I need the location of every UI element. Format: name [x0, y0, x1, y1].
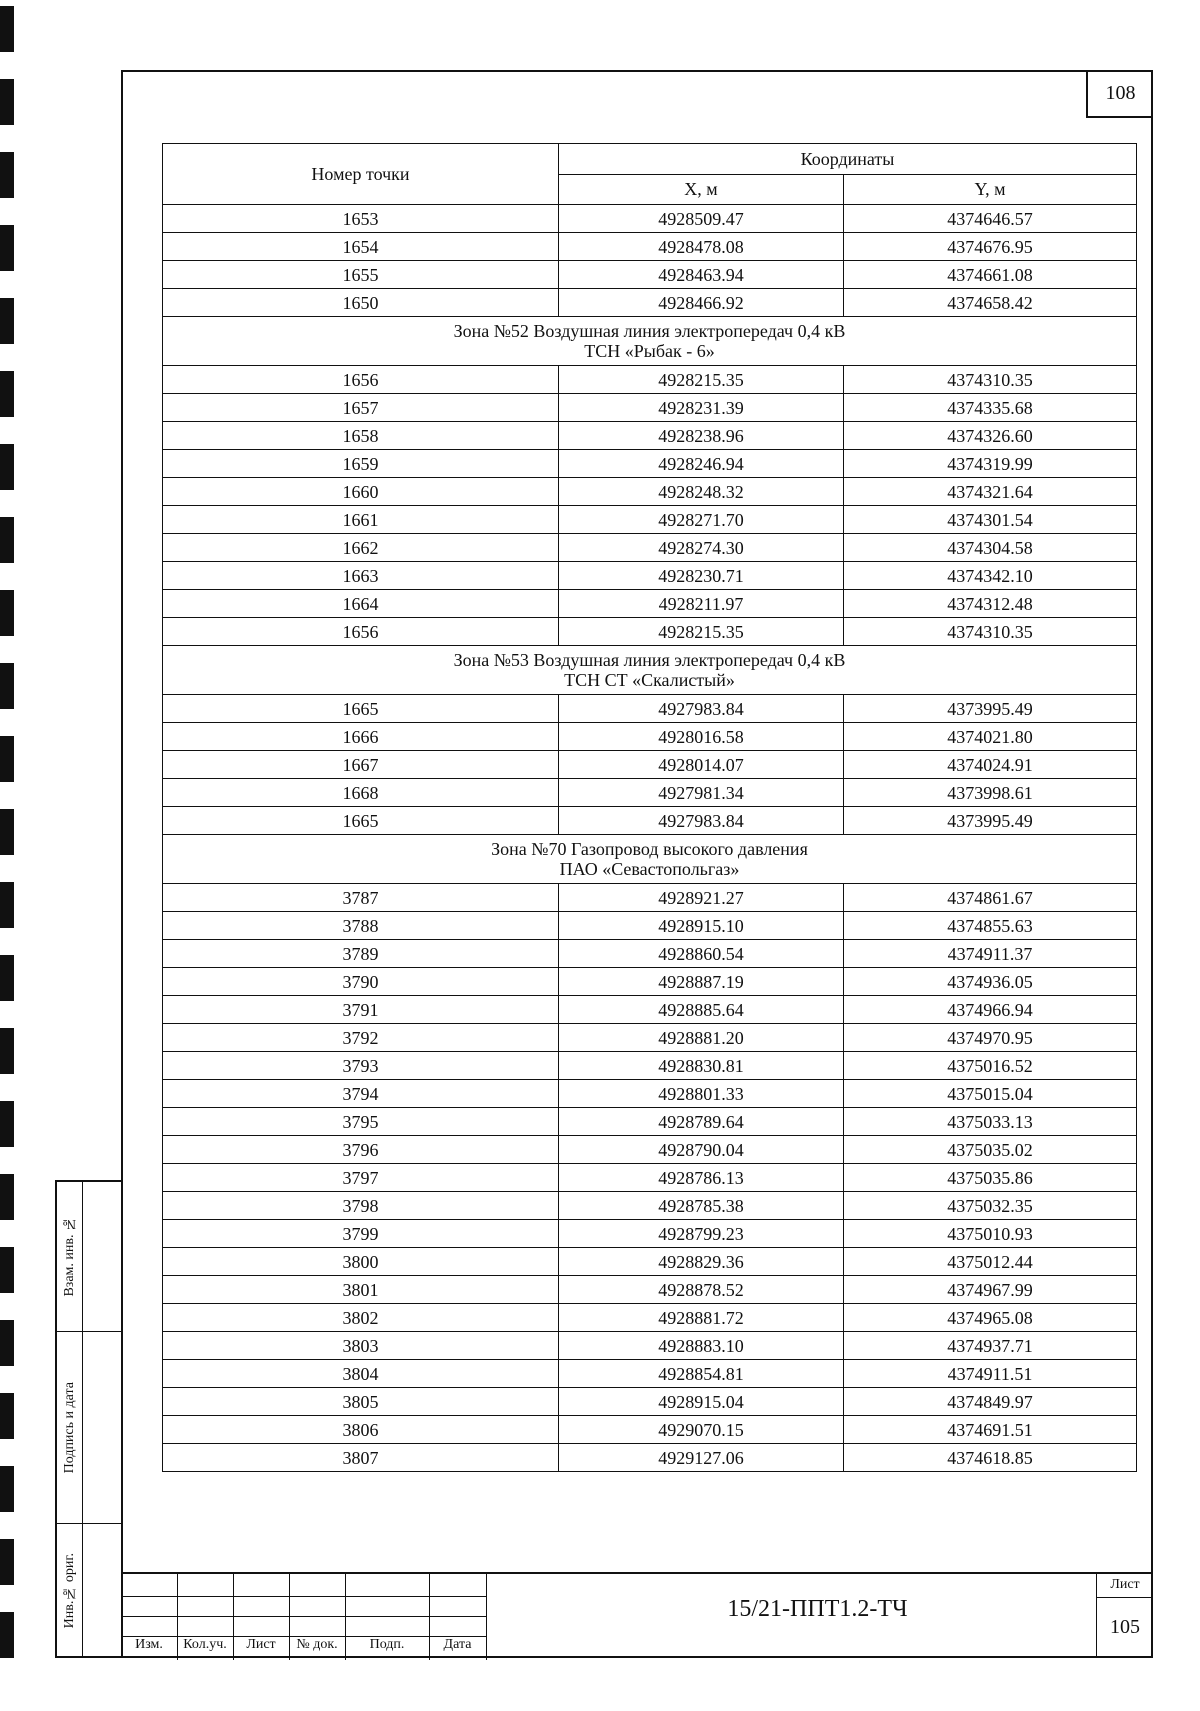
y-coordinate-cell: 4374326.60 [844, 422, 1137, 450]
point-number-cell: 1659 [163, 450, 559, 478]
point-number-cell: 1658 [163, 422, 559, 450]
binding-mark [0, 955, 14, 1001]
point-number-cell: 3803 [163, 1332, 559, 1360]
binding-mark [0, 1247, 14, 1293]
point-number-cell: 1665 [163, 807, 559, 835]
x-coordinate-cell: 4929070.15 [559, 1416, 844, 1444]
x-coordinate-cell: 4928271.70 [559, 506, 844, 534]
binding-mark [0, 1320, 14, 1366]
table-row [163, 562, 1137, 590]
x-coordinate-cell: 4928921.27 [559, 884, 844, 912]
y-coordinate-cell: 4374911.37 [844, 940, 1137, 968]
y-coordinate-cell: 4374967.99 [844, 1276, 1137, 1304]
point-number-cell: 3806 [163, 1416, 559, 1444]
stamp-list: Лист [246, 1637, 276, 1652]
point-number-cell: 3802 [163, 1304, 559, 1332]
table-row [163, 779, 1137, 807]
x-coordinate-cell: 4928789.64 [559, 1108, 844, 1136]
x-coordinate-cell: 4928478.08 [559, 233, 844, 261]
binding-mark [0, 152, 14, 198]
y-coordinate-cell: 4374301.54 [844, 506, 1137, 534]
x-coordinate-cell: 4928785.38 [559, 1192, 844, 1220]
table-row [163, 1444, 1137, 1472]
table-row [163, 1024, 1137, 1052]
binding-mark [0, 1612, 14, 1658]
x-coordinate-cell: 4928790.04 [559, 1136, 844, 1164]
table-row [163, 422, 1137, 450]
table-row [163, 723, 1137, 751]
point-number-cell: 1650 [163, 289, 559, 317]
point-number-cell: 3790 [163, 968, 559, 996]
y-coordinate-cell: 4375010.93 [844, 1220, 1137, 1248]
table-row [163, 618, 1137, 646]
header-point-number: Номер точки [163, 144, 559, 205]
x-coordinate-cell: 4928274.30 [559, 534, 844, 562]
x-coordinate-cell: 4928887.19 [559, 968, 844, 996]
table-body [163, 205, 1137, 1472]
point-number-cell: 3807 [163, 1444, 559, 1472]
side-cell-vzam-inv [57, 1182, 121, 1332]
binding-mark [0, 809, 14, 855]
point-number-cell: 3794 [163, 1080, 559, 1108]
x-coordinate-cell: 4928830.81 [559, 1052, 844, 1080]
zone-header-row [163, 646, 1137, 695]
binding-mark [0, 1101, 14, 1147]
table-row [163, 261, 1137, 289]
page-number-top: 108 [1086, 70, 1153, 118]
y-coordinate-cell: 4374312.48 [844, 590, 1137, 618]
point-number-cell: 3791 [163, 996, 559, 1024]
y-coordinate-cell: 4375033.13 [844, 1108, 1137, 1136]
table-row [163, 1360, 1137, 1388]
point-number-cell: 1656 [163, 366, 559, 394]
table-row [163, 940, 1137, 968]
y-coordinate-cell: 4374321.64 [844, 478, 1137, 506]
x-coordinate-cell: 4928016.58 [559, 723, 844, 751]
x-coordinate-cell: 4928238.96 [559, 422, 844, 450]
table-row [163, 1192, 1137, 1220]
point-number-cell: 3796 [163, 1136, 559, 1164]
point-number-cell: 3792 [163, 1024, 559, 1052]
binding-mark [0, 736, 14, 782]
point-number-cell: 1664 [163, 590, 559, 618]
x-coordinate-cell: 4928860.54 [559, 940, 844, 968]
y-coordinate-cell: 4374304.58 [844, 534, 1137, 562]
point-number-cell: 1653 [163, 205, 559, 233]
table-row [163, 1248, 1137, 1276]
table-row [163, 1416, 1137, 1444]
x-coordinate-cell: 4928231.39 [559, 394, 844, 422]
title-block-grid [121, 1574, 486, 1660]
y-coordinate-cell: 4373995.49 [844, 695, 1137, 723]
x-coordinate-cell: 4928801.33 [559, 1080, 844, 1108]
table-row [163, 1080, 1137, 1108]
y-coordinate-cell: 4374661.08 [844, 261, 1137, 289]
zone-title-line: ТСН СТ «Скалистый» [564, 670, 735, 690]
binding-mark [0, 1393, 14, 1439]
point-number-cell: 1665 [163, 695, 559, 723]
x-coordinate-cell: 4928509.47 [559, 205, 844, 233]
x-coordinate-cell: 4928215.35 [559, 366, 844, 394]
y-coordinate-cell: 4374319.99 [844, 450, 1137, 478]
point-number-cell: 1654 [163, 233, 559, 261]
binding-mark [0, 371, 14, 417]
y-coordinate-cell: 4375016.52 [844, 1052, 1137, 1080]
x-coordinate-cell: 4928881.20 [559, 1024, 844, 1052]
table-row [163, 884, 1137, 912]
point-number-cell: 3787 [163, 884, 559, 912]
y-coordinate-cell: 4375032.35 [844, 1192, 1137, 1220]
table-row [163, 968, 1137, 996]
point-number-cell: 1662 [163, 534, 559, 562]
x-coordinate-cell: 4928829.36 [559, 1248, 844, 1276]
y-coordinate-cell: 4374861.67 [844, 884, 1137, 912]
y-coordinate-cell: 4374911.51 [844, 1360, 1137, 1388]
table-row [163, 450, 1137, 478]
table-row [163, 996, 1137, 1024]
document-code: 15/21-ППТ1.2-ТЧ [727, 1596, 908, 1622]
point-number-cell: 1668 [163, 779, 559, 807]
point-number-cell: 3789 [163, 940, 559, 968]
binding-mark [0, 444, 14, 490]
x-coordinate-cell: 4929127.06 [559, 1444, 844, 1472]
y-coordinate-cell: 4374849.97 [844, 1388, 1137, 1416]
point-number-cell: 3799 [163, 1220, 559, 1248]
table-row [163, 1052, 1137, 1080]
table-row [163, 1276, 1137, 1304]
table-row [163, 1136, 1137, 1164]
side-approval-strip [55, 1180, 121, 1658]
point-number-cell: 3800 [163, 1248, 559, 1276]
point-number-cell: 3801 [163, 1276, 559, 1304]
y-coordinate-cell: 4374024.91 [844, 751, 1137, 779]
point-number-cell: 1655 [163, 261, 559, 289]
table-row [163, 478, 1137, 506]
y-coordinate-cell: 4373998.61 [844, 779, 1137, 807]
binding-mark [0, 517, 14, 563]
table-row [163, 1332, 1137, 1360]
point-number-cell: 3788 [163, 912, 559, 940]
point-number-cell: 1661 [163, 506, 559, 534]
stamp-n-dok: № док. [296, 1637, 338, 1652]
x-coordinate-cell: 4928854.81 [559, 1360, 844, 1388]
point-number-cell: 1660 [163, 478, 559, 506]
y-coordinate-cell: 4374310.35 [844, 366, 1137, 394]
zone-title-line: ПАО «Севастопольгаз» [559, 859, 740, 879]
x-coordinate-cell: 4928230.71 [559, 562, 844, 590]
x-coordinate-cell: 4928463.94 [559, 261, 844, 289]
zone-title [163, 317, 1137, 366]
stamp-kol-uch: Кол.уч. [183, 1637, 227, 1652]
y-coordinate-cell: 4375015.04 [844, 1080, 1137, 1108]
y-coordinate-cell: 4374335.68 [844, 394, 1137, 422]
x-coordinate-cell: 4927981.34 [559, 779, 844, 807]
table-row [163, 394, 1137, 422]
table-row [163, 1108, 1137, 1136]
point-number-cell: 1663 [163, 562, 559, 590]
x-coordinate-cell: 4928211.97 [559, 590, 844, 618]
header-y: Y, м [844, 174, 1137, 205]
title-block [121, 1572, 1153, 1658]
point-number-cell: 3795 [163, 1108, 559, 1136]
header-x: X, м [559, 174, 844, 205]
table-row [163, 233, 1137, 261]
y-coordinate-cell: 4374855.63 [844, 912, 1137, 940]
binding-mark [0, 6, 14, 52]
table-row [163, 695, 1137, 723]
y-coordinate-cell: 4374342.10 [844, 562, 1137, 590]
y-coordinate-cell: 4374618.85 [844, 1444, 1137, 1472]
binding-mark [0, 225, 14, 271]
table-row [163, 912, 1137, 940]
x-coordinate-cell: 4928881.72 [559, 1304, 844, 1332]
stamp-data: Дата [443, 1637, 472, 1652]
y-coordinate-cell: 4374658.42 [844, 289, 1137, 317]
y-coordinate-cell: 4375035.02 [844, 1136, 1137, 1164]
side-label-vzam-inv: Взам. инв. № [61, 1216, 77, 1297]
y-coordinate-cell: 4374966.94 [844, 996, 1137, 1024]
table-row [163, 1164, 1137, 1192]
point-number-cell: 3798 [163, 1192, 559, 1220]
y-coordinate-cell: 4374310.35 [844, 618, 1137, 646]
y-coordinate-cell: 4374646.57 [844, 205, 1137, 233]
x-coordinate-cell: 4928915.04 [559, 1388, 844, 1416]
x-coordinate-cell: 4928466.92 [559, 289, 844, 317]
header-coordinates: Координаты [559, 144, 1137, 175]
table-row [163, 1304, 1137, 1332]
x-coordinate-cell: 4928786.13 [559, 1164, 844, 1192]
point-number-cell: 1666 [163, 723, 559, 751]
y-coordinate-cell: 4375012.44 [844, 1248, 1137, 1276]
binding-mark [0, 1028, 14, 1074]
x-coordinate-cell: 4928915.10 [559, 912, 844, 940]
x-coordinate-cell: 4928799.23 [559, 1220, 844, 1248]
table-row [163, 590, 1137, 618]
x-coordinate-cell: 4927983.84 [559, 695, 844, 723]
table-row [163, 366, 1137, 394]
zone-header-row [163, 317, 1137, 366]
side-label-podpis-data: Подпись и дата [61, 1381, 77, 1474]
table-row [163, 1220, 1137, 1248]
y-coordinate-cell: 4375035.86 [844, 1164, 1137, 1192]
y-coordinate-cell: 4374965.08 [844, 1304, 1137, 1332]
sheet-label: Лист [1097, 1572, 1153, 1598]
point-number-cell: 3793 [163, 1052, 559, 1080]
side-label-inv-orig: Инв.№ ориг. [61, 1553, 77, 1629]
binding-mark [0, 882, 14, 928]
zone-title-line: Зона №53 Воздушная линия электропередач 0,4 кВ [453, 650, 846, 670]
y-coordinate-cell: 4374021.80 [844, 723, 1137, 751]
coordinates-table [162, 143, 1137, 1472]
binding-mark [0, 1539, 14, 1585]
point-number-cell: 3804 [163, 1360, 559, 1388]
zone-header-row [163, 835, 1137, 884]
binding-mark [0, 298, 14, 344]
y-coordinate-cell: 4374691.51 [844, 1416, 1137, 1444]
point-number-cell: 1667 [163, 751, 559, 779]
binding-mark [0, 590, 14, 636]
sheet-number-box [1096, 1572, 1153, 1658]
zone-title-line: Зона №70 Газопровод высокого давления [491, 839, 808, 859]
side-cell-podpis-data [57, 1332, 121, 1524]
table-row [163, 289, 1137, 317]
binding-mark [0, 663, 14, 709]
zone-title [163, 646, 1137, 695]
binding-mark [0, 79, 14, 125]
x-coordinate-cell: 4928885.64 [559, 996, 844, 1024]
y-coordinate-cell: 4373995.49 [844, 807, 1137, 835]
zone-title-line: ТСН «Рыбак - 6» [584, 341, 715, 361]
point-number-cell: 3805 [163, 1388, 559, 1416]
table-row [163, 751, 1137, 779]
sheet-number: 105 [1110, 1616, 1140, 1638]
zone-title-line: Зона №52 Воздушная линия электропередач 0,4 кВ [453, 321, 846, 341]
x-coordinate-cell: 4928883.10 [559, 1332, 844, 1360]
y-coordinate-cell: 4374970.95 [844, 1024, 1137, 1052]
stamp-izm: Изм. [135, 1637, 163, 1652]
stamp-podp: Подп. [369, 1637, 405, 1652]
point-number-cell: 1657 [163, 394, 559, 422]
point-number-cell: 3797 [163, 1164, 559, 1192]
x-coordinate-cell: 4927983.84 [559, 807, 844, 835]
point-number-cell: 1656 [163, 618, 559, 646]
binding-mark [0, 1174, 14, 1220]
table-row [163, 534, 1137, 562]
x-coordinate-cell: 4928878.52 [559, 1276, 844, 1304]
side-cell-inv-orig [57, 1524, 121, 1658]
y-coordinate-cell: 4374676.95 [844, 233, 1137, 261]
table-row [163, 807, 1137, 835]
x-coordinate-cell: 4928014.07 [559, 751, 844, 779]
document-code-cell [486, 1574, 1200, 1660]
table-row [163, 205, 1137, 233]
y-coordinate-cell: 4374936.05 [844, 968, 1137, 996]
table-row [163, 1388, 1137, 1416]
y-coordinate-cell: 4374937.71 [844, 1332, 1137, 1360]
zone-title [163, 835, 1137, 884]
x-coordinate-cell: 4928246.94 [559, 450, 844, 478]
binding-mark [0, 1466, 14, 1512]
x-coordinate-cell: 4928248.32 [559, 478, 844, 506]
x-coordinate-cell: 4928215.35 [559, 618, 844, 646]
table-row [163, 506, 1137, 534]
